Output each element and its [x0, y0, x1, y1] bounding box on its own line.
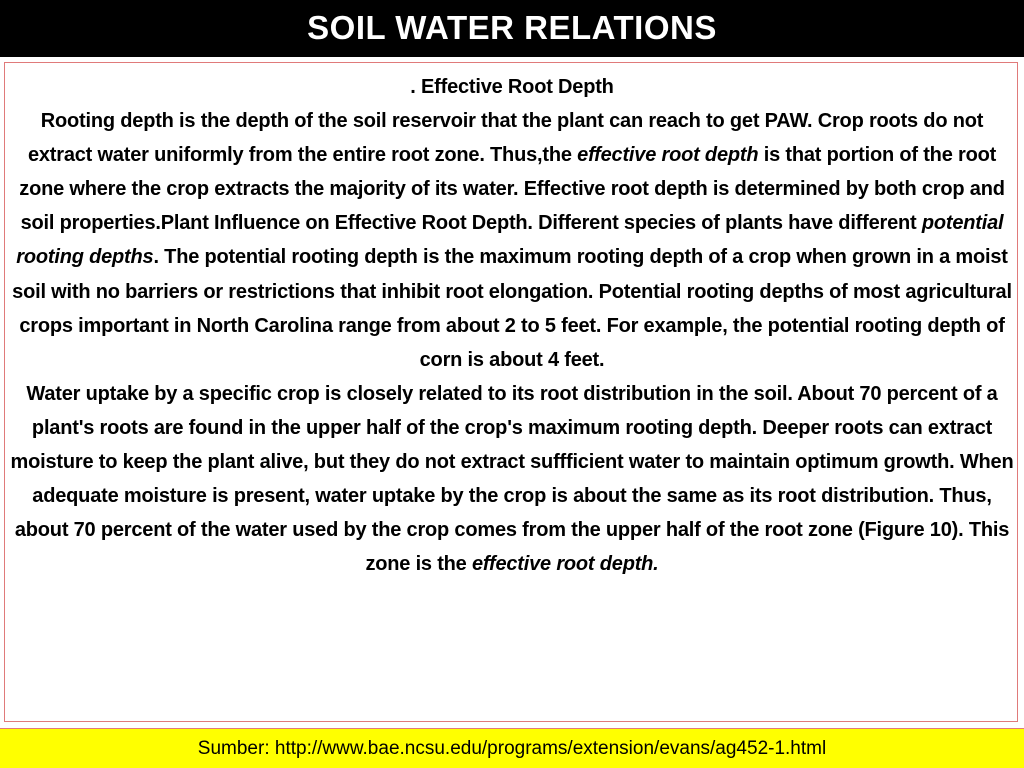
body-text [9, 70, 1015, 581]
slide-title: SOIL WATER RELATIONS [307, 8, 717, 46]
emphasis-potential-rooting-depths: potential rooting depths [16, 212, 1004, 269]
paragraph-1-part-b: is that portion of the root zone where the crop extracts the majority of its water. Effective root depth is determined by both crop and soil properties.Plant Influence on Effective Root Depth. Different species of plants have different [19, 144, 1005, 235]
title-bar [0, 0, 1024, 57]
paragraph-1-part-a: Rooting depth is the depth of the soil reservoir that the plant can reach to get PAW. Crop roots do not extract water uniformly from the entire root zone. Thus,the [27, 110, 984, 167]
paragraph-water-uptake [9, 377, 1015, 582]
paragraph-root-depth [9, 104, 1015, 377]
paragraph-1-part-c: . The potential rooting depth is the maximum rooting depth of a crop when grown in a moist soil with no barriers or restrictions that inhibit root elongation. Potential rooting depths of most agricultural crops important in North Carolina range from about 2 to 5 feet. For example, the potential rooting depth of corn is about 4 feet. [12, 246, 1012, 371]
source-citation: Sumber: http://www.bae.ncsu.edu/programs/extension/evans/ag452-1.html [197, 737, 827, 759]
emphasis-effective-root-depth-end: effective root depth. [471, 553, 659, 576]
emphasis-effective-root-depth: effective root depth [577, 144, 759, 167]
source-footer [0, 728, 1024, 768]
section-heading: . Effective Root Depth [410, 76, 614, 98]
paragraph-2-part-a: Water uptake by a specific crop is closely related to its root distribution in the soil. About 70 percent of a plant's roots are found in the upper half of the crop's maximum rooting depth. Deeper roots can extract moisture to keep the plant alive, but they do not extract suffficient water to maintain optimum growth. When adequate moisture is present, water uptake by the crop is about the same as its root distribution. Thus, about 70 percent of the water used by the crop comes from the upper half of the root zone (Figure 10). This zone is the [10, 382, 1014, 576]
